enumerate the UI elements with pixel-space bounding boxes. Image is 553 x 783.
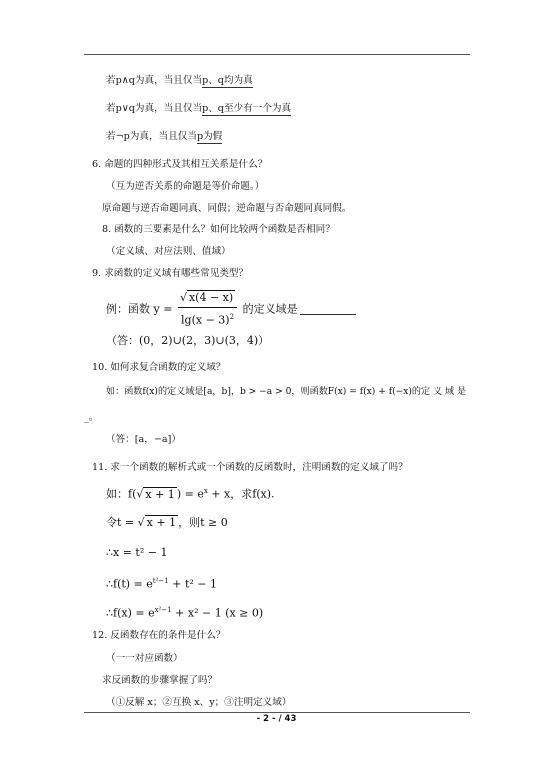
q12-question: 12. 反函数存在的条件是什么？: [92, 630, 226, 641]
q8-question: 8. 函数的三要素是什么？如何比较两个函数是否相同？: [102, 224, 335, 235]
q9-question: 9. 求函数的定义域有哪些常见类型？: [92, 268, 249, 279]
logic-not-underlined: p为假: [196, 131, 223, 142]
logic-not-prefix: 若¬p为真，当且仅当: [106, 131, 197, 142]
q9-example-prefix: 例：函数 y =: [106, 302, 173, 316]
q12-followup: 求反函数的步骤掌握了吗？: [102, 675, 218, 686]
q11-question: 11. 求一个函数的解析式或一个函数的反函数时，注明函数的定义域了吗？: [92, 462, 408, 473]
q6-answer-1: （互为逆否关系的命题是等价命题。）: [106, 181, 265, 192]
logic-and-line: [106, 75, 253, 87]
q12-answer: （一一对应函数）: [106, 653, 183, 664]
q6-answer-2: 原命题与逆否命题同真、同假；逆命题与否命题同真同假。: [102, 203, 352, 214]
q8-answer: （定义域、对应法则、值域）: [106, 246, 231, 257]
q9-example: [106, 290, 356, 329]
logic-or-prefix: 若p∨q为真，当且仅当: [106, 103, 203, 114]
q9-example-suffix: 的定义域是: [242, 302, 298, 316]
logic-or-line: [106, 103, 291, 115]
q6-question: 6. 命题的四种形式及其相互关系是什么？: [92, 159, 268, 170]
q9-numerator: √ x(4 − x): [178, 290, 237, 308]
q10-continuation: _。: [84, 412, 99, 423]
q12-steps: （①反解 x；②互换 x、y；③注明定义域）: [106, 697, 292, 708]
q11-step-3: ∴f(t) = $e^{t^2-1} + t^2 - 1$: [106, 577, 217, 591]
q11-step-2: ∴x = t² − 1: [106, 546, 168, 559]
logic-and-prefix: 若p∧q为真，当且仅当: [106, 75, 203, 86]
footer-rule: [84, 712, 470, 713]
q9-denominator: $\lg(x - 3)^2$: [181, 313, 235, 327]
logic-or-underlined: p、q至少有一个为真: [202, 103, 292, 114]
q9-answer-blank: [300, 304, 356, 315]
page-number: - 2 - / 43: [256, 714, 297, 724]
logic-not-line: [106, 131, 222, 143]
q10-question: 10. 如何求复合函数的定义域？: [92, 362, 226, 373]
q11-step-4: ∴f(x) = $e^{x^2-1} + x^2 - 1$ (x ≥ 0): [106, 606, 264, 620]
q9-answer: （答：(0，2)∪(2，3)∪(3，4)）: [106, 334, 270, 347]
logic-and-underlined: p、q均为真: [202, 75, 253, 86]
header-rule: [84, 54, 470, 55]
q11-step-1: 令t = √ x + 1 ，则t ≥ 0: [106, 516, 228, 529]
q10-answer: （答：[a，−a]）: [106, 434, 181, 445]
q11-example: 如：f(√ x + 1 ) = $e^x + x$，求f(x).: [106, 487, 275, 501]
q9-fraction: [178, 290, 237, 329]
q10-text: 如：函数f(x)的定义域是[a，b]，b > −a > 0，则函数F(x) = f(x) + f(−x)的定 义 域 是: [106, 387, 467, 397]
